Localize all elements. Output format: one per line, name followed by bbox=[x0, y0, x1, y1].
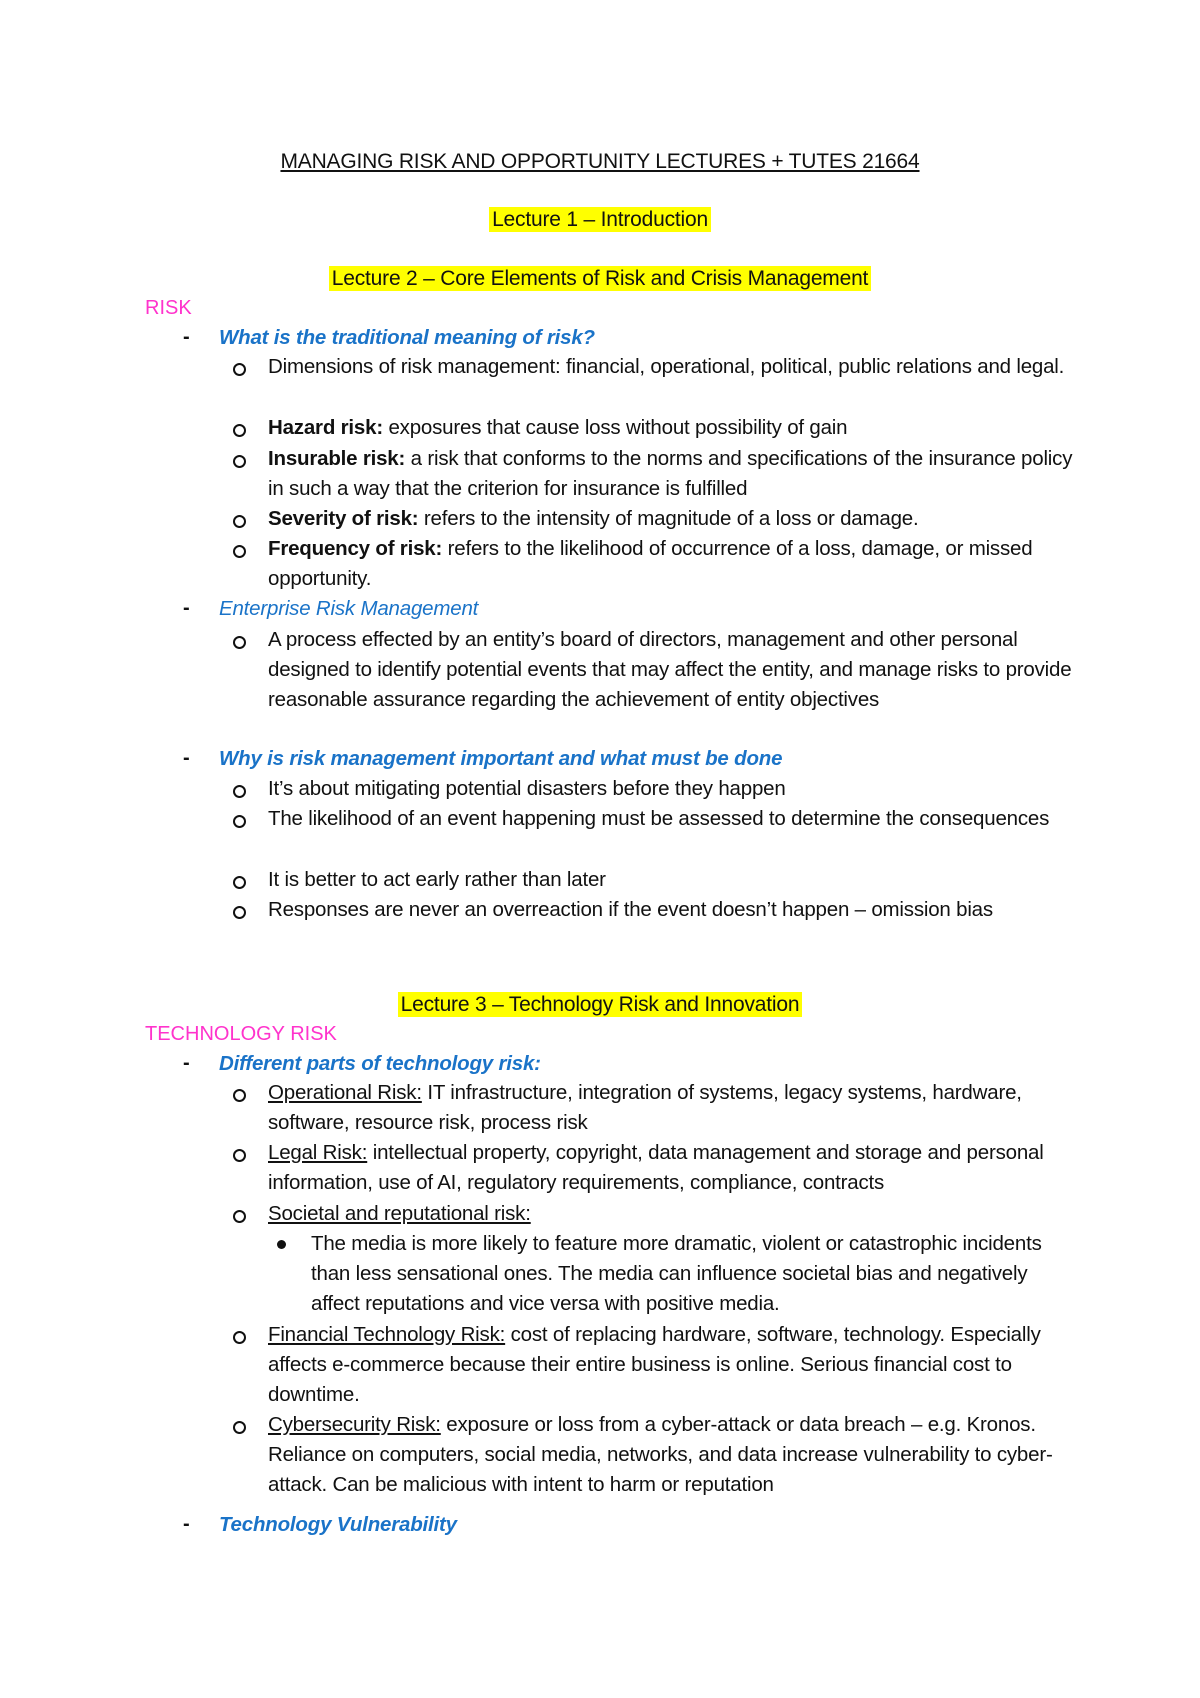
dash-bullet: - bbox=[183, 1513, 190, 1535]
term: Societal and reputational risk: bbox=[268, 1202, 531, 1225]
circle-bullet-icon bbox=[233, 363, 246, 376]
circle-bullet-icon bbox=[233, 906, 246, 919]
dash-bullet: - bbox=[183, 747, 190, 769]
lecture-3-heading-row bbox=[0, 993, 1200, 1017]
list-item bbox=[268, 1078, 1078, 1138]
term: Legal Risk: bbox=[268, 1141, 368, 1164]
circle-bullet-icon bbox=[233, 1210, 246, 1223]
circle-bullet-icon bbox=[233, 424, 246, 437]
definition: exposure or loss from a cyber-attack or data breach – e.g. Kronos. Reliance on computers, social media, networks, and data increase vulnerability to cyber-attack. Can be malicious with intent to harm or reputation bbox=[268, 1413, 1053, 1497]
definition: cost of replacing hardware, software, technology. Especially affects e-commerce because their entire business is online. Serious financial cost to downtime. bbox=[268, 1323, 1041, 1407]
term: Hazard risk: bbox=[268, 416, 383, 439]
definition: a risk that conforms to the norms and specifications of the insurance policy in such a way that the criterion for insurance is fulfilled bbox=[268, 447, 1073, 501]
term: Severity of risk: bbox=[268, 507, 419, 530]
circle-bullet-icon bbox=[233, 515, 246, 528]
circle-bullet-icon bbox=[233, 876, 246, 889]
circle-bullet-icon bbox=[233, 1149, 246, 1162]
term: Frequency of risk: bbox=[268, 537, 443, 560]
term: Cybersecurity Risk: bbox=[268, 1413, 441, 1436]
list-item bbox=[268, 1410, 1078, 1501]
technology-risk-section-label: TECHNOLOGY RISK bbox=[145, 1023, 337, 1045]
term: Operational Risk: bbox=[268, 1081, 422, 1104]
dash-bullet: - bbox=[183, 1052, 190, 1074]
list-item bbox=[268, 1138, 1078, 1198]
lecture-1-heading: Lecture 1 – Introduction bbox=[489, 207, 711, 232]
document-title: MANAGING RISK AND OPPORTUNITY LECTURES + TUTES 21664 bbox=[280, 150, 920, 173]
list-item bbox=[268, 1320, 1078, 1411]
lecture-1-heading-row bbox=[0, 208, 1200, 232]
definition: intellectual property, copyright, data management and storage and personal information, use of AI, regulatory requirements, compliance, contracts bbox=[268, 1141, 1044, 1195]
term: Insurable risk: bbox=[268, 447, 406, 470]
list-item bbox=[268, 504, 1078, 534]
list-item bbox=[268, 413, 1078, 443]
definition: refers to the likelihood of occurrence of a loss, damage, or missed opportunity. bbox=[268, 537, 1033, 591]
lecture-3-heading: Lecture 3 – Technology Risk and Innovation bbox=[398, 992, 803, 1017]
circle-bullet-icon bbox=[233, 1331, 246, 1344]
circle-bullet-icon bbox=[233, 545, 246, 558]
erm-heading: Enterprise Risk Management bbox=[219, 597, 479, 620]
circle-bullet-icon bbox=[233, 815, 246, 828]
technology-vulnerability-heading: Technology Vulnerability bbox=[219, 1513, 457, 1536]
list-item: Responses are never an overreaction if the event doesn’t happen – omission bias bbox=[268, 898, 993, 921]
lecture-2-heading-row bbox=[0, 267, 1200, 291]
circle-bullet-icon bbox=[233, 1421, 246, 1434]
definition: exposures that cause loss without possibility of gain bbox=[382, 416, 848, 439]
circle-bullet-icon bbox=[233, 785, 246, 798]
list-item: It’s about mitigating potential disasters before they happen bbox=[268, 777, 786, 800]
list-item: The likelihood of an event happening must be assessed to determine the consequences bbox=[268, 807, 1050, 830]
term: Financial Technology Risk: bbox=[268, 1323, 506, 1346]
list-item bbox=[268, 1199, 1078, 1229]
importance-heading: Why is risk management important and what must be done bbox=[219, 747, 783, 770]
list-item: Dimensions of risk management: financial, operational, political, public relations and legal. bbox=[268, 355, 1065, 378]
circle-bullet-icon bbox=[233, 1089, 246, 1102]
filled-bullet-icon bbox=[277, 1240, 286, 1249]
list-item bbox=[268, 444, 1078, 504]
list-item: The media is more likely to feature more dramatic, violent or catastrophic incidents than less sensational ones. The media can influence societal bias and negatively affect reputations and vice versa with positive media. bbox=[311, 1232, 1042, 1316]
tech-risk-parts-heading: Different parts of technology risk: bbox=[219, 1052, 541, 1075]
list-item: A process effected by an entity’s board of directors, management and other personal designed to identify potential events that may affect the entity, and manage risks to provide reasonable assurance regarding the achievement of entity objectives bbox=[268, 628, 1072, 712]
circle-bullet-icon bbox=[233, 636, 246, 649]
risk-section-label: RISK bbox=[145, 297, 192, 319]
definition: refers to the intensity of magnitude of a loss or damage. bbox=[418, 507, 919, 530]
list-item bbox=[268, 534, 1078, 594]
definition: IT infrastructure, integration of systems, legacy systems, hardware, software, resource risk, process risk bbox=[268, 1081, 1022, 1135]
risk-meaning-heading: What is the traditional meaning of risk? bbox=[219, 326, 595, 349]
lecture-2-heading: Lecture 2 – Core Elements of Risk and Crisis Management bbox=[329, 266, 871, 291]
dash-bullet: - bbox=[183, 597, 190, 619]
circle-bullet-icon bbox=[233, 455, 246, 468]
list-item: It is better to act early rather than later bbox=[268, 868, 606, 891]
dash-bullet: - bbox=[183, 326, 190, 348]
